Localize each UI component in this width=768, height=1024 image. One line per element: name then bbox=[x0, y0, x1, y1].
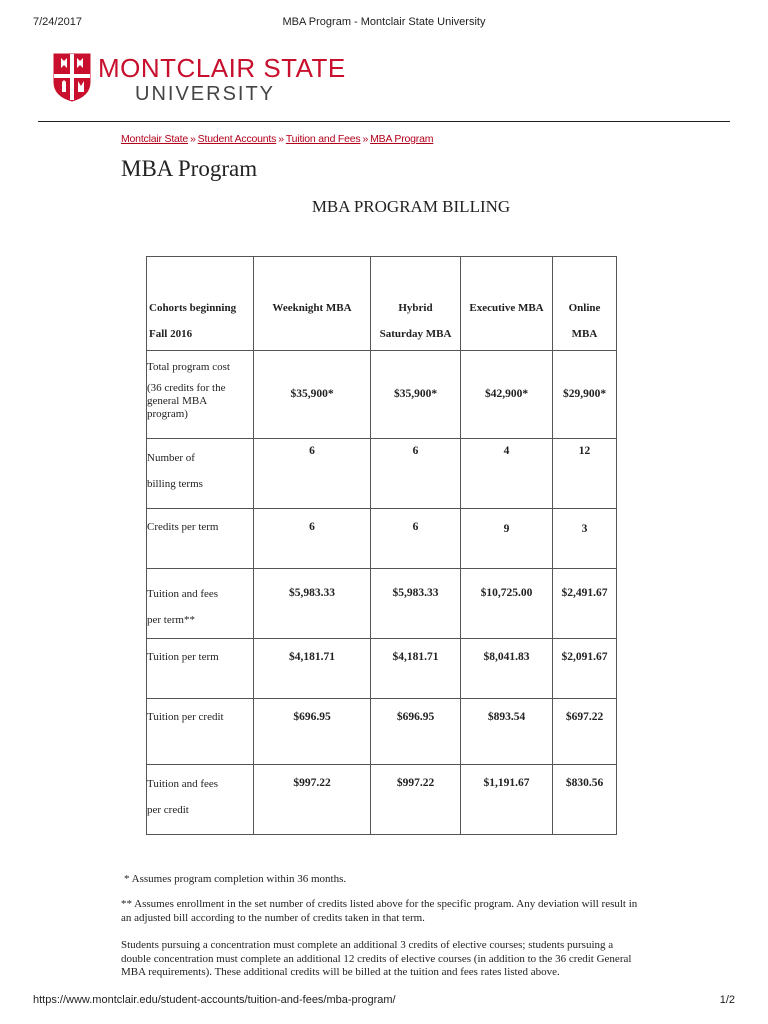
row-value bbox=[461, 765, 553, 835]
value-hybrid: $5,983.33 bbox=[392, 587, 439, 599]
row-label-cell bbox=[147, 699, 254, 765]
value-executive: $1,191.67 bbox=[483, 777, 530, 789]
print-url: https://www.montclair.edu/student-accounts/tuition-and-fees/mba-program/ bbox=[33, 994, 396, 1006]
print-page-number: 1/2 bbox=[719, 994, 735, 1006]
row-value bbox=[553, 351, 617, 439]
table-header-row bbox=[147, 257, 617, 351]
value-online: $2,091.67 bbox=[561, 651, 608, 663]
header-online-line2: MBA bbox=[571, 328, 598, 340]
row-value bbox=[461, 569, 553, 639]
row-label-line1: Tuition and fees bbox=[147, 588, 219, 600]
value-online: 12 bbox=[578, 445, 591, 457]
header-cohorts-line1: Cohorts beginning bbox=[149, 302, 237, 314]
value-weeknight: $997.22 bbox=[293, 777, 331, 789]
value-weeknight: $4,181.71 bbox=[289, 651, 335, 663]
page-title: MBA Program bbox=[121, 156, 258, 181]
value-weeknight: $35,900* bbox=[290, 388, 334, 400]
value-online: $830.56 bbox=[565, 777, 604, 789]
row-label-line2: (36 credits for the general MBA program) bbox=[147, 382, 226, 420]
table-row bbox=[147, 639, 617, 699]
row-value bbox=[371, 699, 461, 765]
row-value bbox=[461, 699, 553, 765]
value-online: 3 bbox=[581, 523, 588, 535]
header-hybrid-line1: Hybrid bbox=[398, 302, 433, 314]
table-row bbox=[147, 699, 617, 765]
value-executive: $8,041.83 bbox=[483, 651, 530, 663]
row-value bbox=[371, 765, 461, 835]
footnote-completion: * Assumes program completion within 36 months. bbox=[124, 873, 347, 885]
value-online: $697.22 bbox=[565, 711, 604, 723]
logo-wordmark-line1: MONTCLAIR STATE bbox=[98, 53, 346, 83]
row-value bbox=[371, 569, 461, 639]
value-hybrid: 6 bbox=[412, 445, 419, 457]
header-cell-weeknight bbox=[254, 257, 371, 351]
breadcrumb-link-tuition-and-fees[interactable]: Tuition and Fees bbox=[285, 133, 361, 145]
billing-table bbox=[146, 256, 617, 835]
breadcrumb-separator: » bbox=[190, 133, 196, 145]
row-value bbox=[553, 765, 617, 835]
row-label-line1: Credits per term bbox=[147, 521, 219, 533]
header-cell-cohorts bbox=[147, 257, 254, 351]
value-hybrid: $35,900* bbox=[393, 388, 438, 400]
header-cell-executive bbox=[461, 257, 553, 351]
breadcrumb-link-mba-program[interactable]: MBA Program bbox=[370, 133, 434, 145]
row-label-cell bbox=[147, 351, 254, 439]
row-value bbox=[254, 439, 371, 509]
row-label-cell bbox=[147, 639, 254, 699]
row-label-line1: Tuition per term bbox=[147, 651, 219, 663]
value-weeknight: 6 bbox=[309, 521, 315, 533]
value-hybrid: 6 bbox=[412, 521, 419, 533]
value-hybrid: $4,181.71 bbox=[392, 651, 439, 663]
value-weeknight: $5,983.33 bbox=[289, 587, 335, 599]
row-label-line2: per term** bbox=[147, 614, 195, 626]
row-value bbox=[553, 509, 617, 569]
header-cell-hybrid bbox=[371, 257, 461, 351]
row-value bbox=[254, 569, 371, 639]
row-label-cell bbox=[147, 439, 254, 509]
header-online-line1: Online bbox=[568, 302, 601, 314]
row-value bbox=[254, 351, 371, 439]
row-value bbox=[553, 569, 617, 639]
concentration-note: Students pursuing a concentration must complete an additional 3 credits of elective courses; students pursuing a double concentration must complete an additional 12 credits of elective courses (in addition to the 36 credit General MBA requirements). These additional credits will be billed at the tuition and fees rates listed above. bbox=[121, 939, 632, 978]
university-seal-icon bbox=[52, 52, 92, 102]
header-divider bbox=[38, 121, 730, 122]
value-weeknight: 6 bbox=[309, 445, 315, 457]
row-value bbox=[371, 639, 461, 699]
value-online: $29,900* bbox=[562, 388, 607, 400]
print-page-title: MBA Program - Montclair State University bbox=[282, 16, 486, 28]
row-label-line2: billing terms bbox=[147, 478, 203, 490]
breadcrumb-link-student-accounts[interactable]: Student Accounts bbox=[197, 133, 277, 145]
table-row bbox=[147, 569, 617, 639]
row-value bbox=[254, 765, 371, 835]
row-value bbox=[254, 509, 371, 569]
section-title: MBA PROGRAM BILLING bbox=[311, 197, 511, 216]
value-hybrid: $997.22 bbox=[396, 777, 435, 789]
row-label-cell bbox=[147, 509, 254, 569]
header-hybrid-line2: Saturday MBA bbox=[379, 328, 452, 340]
breadcrumb-link-montclair-state[interactable]: Montclair State bbox=[121, 133, 189, 145]
table-row bbox=[147, 765, 617, 835]
university-logo[interactable] bbox=[52, 52, 346, 105]
row-label-line1: Tuition and fees bbox=[147, 778, 219, 790]
footnote-enrollment: ** Assumes enrollment in the set number of credits listed above for the specific program. Any deviation will result in an adjusted bill according to the number of credits taken in that term. bbox=[121, 898, 638, 924]
row-value bbox=[461, 439, 553, 509]
row-value bbox=[553, 439, 617, 509]
breadcrumb-separator: » bbox=[278, 133, 284, 145]
row-label-cell bbox=[147, 765, 254, 835]
value-weeknight: $696.95 bbox=[293, 711, 331, 723]
row-value bbox=[553, 699, 617, 765]
breadcrumb-separator: » bbox=[362, 133, 369, 145]
row-label-line1: Tuition per credit bbox=[147, 711, 224, 723]
print-date: 7/24/2017 bbox=[33, 16, 82, 28]
print-footer bbox=[0, 994, 768, 1008]
breadcrumb bbox=[121, 133, 433, 145]
print-header bbox=[0, 16, 768, 32]
row-value bbox=[371, 509, 461, 569]
row-label-line2: per credit bbox=[147, 804, 189, 816]
value-executive: $10,725.00 bbox=[480, 587, 533, 599]
row-value bbox=[371, 351, 461, 439]
row-value bbox=[461, 509, 553, 569]
header-executive-label: Executive MBA bbox=[469, 302, 544, 314]
table-row bbox=[147, 351, 617, 439]
row-label-line1: Number of bbox=[147, 452, 195, 464]
logo-wordmark-line2: UNIVERSITY bbox=[135, 83, 276, 105]
value-online: $2,491.67 bbox=[561, 587, 608, 599]
row-value bbox=[254, 639, 371, 699]
value-hybrid: $696.95 bbox=[396, 711, 435, 723]
row-label-cell bbox=[147, 569, 254, 639]
value-executive: 9 bbox=[503, 523, 510, 535]
header-weeknight-label: Weeknight MBA bbox=[272, 302, 352, 314]
header-cohorts-line2: Fall 2016 bbox=[149, 328, 193, 340]
row-value bbox=[461, 639, 553, 699]
row-value bbox=[371, 439, 461, 509]
table-row bbox=[147, 509, 617, 569]
table-row bbox=[147, 439, 617, 509]
header-cell-online bbox=[553, 257, 617, 351]
value-executive: $42,900* bbox=[484, 388, 529, 400]
row-value bbox=[461, 351, 553, 439]
row-label-line1: Total program cost bbox=[147, 361, 230, 373]
row-value bbox=[254, 699, 371, 765]
value-executive: $893.54 bbox=[487, 711, 526, 723]
row-value bbox=[553, 639, 617, 699]
value-executive: 4 bbox=[503, 445, 510, 457]
